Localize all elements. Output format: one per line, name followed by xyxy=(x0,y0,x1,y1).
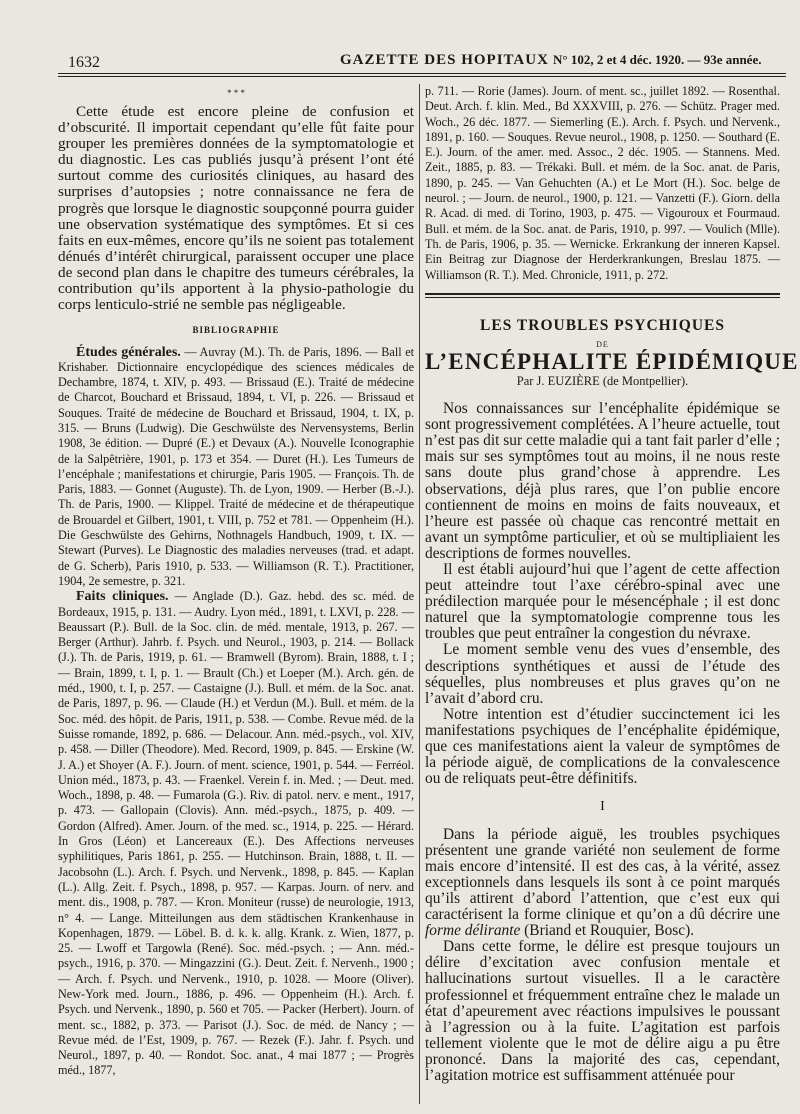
right-column xyxy=(425,84,799,1084)
article-paragraph-2: Il est établi aujourd’hui que l’agent de cette affection peut atteindre tout l’axe cérébro-spinal avec une prédilection marquée pour le mésencéphale ; il est donc naturel que la symptomatologie comprenne tous les troubles que peut entraîner la congestion du névraxe. xyxy=(425,560,780,643)
left-column xyxy=(58,84,414,1079)
section-stars: * * * xyxy=(227,88,245,98)
article-title-line-1: LES TROUBLES PSYCHIQUES xyxy=(480,316,725,334)
article-rule-2 xyxy=(425,297,780,298)
article-paragraph-6: Dans cette forme, le délire est presque toujours un délire d’excitation avec confusion mentale et hallucinations surtout visuelles. Il a le caractère professionnel et fréquemment entraîne chez le malade un état d’apeurement avec réactions impulsives le poussant à l’agression ou à la fuite. L’agitation est parfois tellement violente que le mot de délire aigu a pu être prononcé. Dans la majorité des cas, cependant, l’agitation motrice est suffisamment atténuée pour xyxy=(425,938,780,1084)
article-author: Par J. EUZIÈRE (de Montpellier). xyxy=(516,373,689,388)
header-rule xyxy=(58,73,786,74)
issue-info: N° 102, 2 et 4 déc. 1920. — 93e année. xyxy=(553,52,762,67)
paragraph-5-text-end: (Briand et Rouquier, Bosc). xyxy=(520,922,695,940)
article-title-line-2: L’ENCÉPHALITE ÉPIDÉMIQUE xyxy=(425,349,799,375)
header-rule-2 xyxy=(58,76,786,77)
bibliography-general xyxy=(58,345,414,590)
bibliography-label-cases: Faits cliniques. xyxy=(76,589,169,605)
article-paragraph-1: Nos connaissances sur l’encéphalite épidémique se sont progressivement complétées. A l’heure actuelle, tout n’est pas dit sur cette maladie qui a tant fait parler d’elle ; mais sur ses symptômes tout au moins, il ne nous reste sans doute plus grand’chose à apprendre. Les observations, déjà plus rares, que l’on publie encore contiennent de moins en moins de faits nouveaux, et l’heure est passée où chaque cas rencontré mettait en avant un symptôme particulier, et où se multipliaient les descriptions de formes nouvelles. xyxy=(425,400,780,562)
journal-title: GAZETTE DES HOPITAUX xyxy=(340,52,549,68)
bibliography-cases xyxy=(58,589,414,1079)
article-title-de: DE xyxy=(596,340,609,350)
paragraph-5-text: Dans la période aiguë, les troubles psychiques présentent une grande variété non seulement de forme mais encore d’intensité. Il est des cas, à la vérité, assez exceptionnels dans lesquels ils sont à ce point marqués qu’ils attirent d’abord l’attention, que c’est eux qui caractérisent la forme clinique et qu’on a dû décrire une xyxy=(425,825,780,924)
bibliography-label-general: Études générales. xyxy=(76,344,181,360)
article-paragraph-4: Notre intention est d’étudier succinctement ici les manifestations psychiques de l’encéphalite épidémique, que ces manifestations aient la valeur de symptômes de la période aiguë, de complications de la convalescence ou de reliquats peut-être définitifs. xyxy=(425,705,780,788)
bibliography-continued: p. 711. — Rorie (James). Journ. of ment. sc., juillet 1892. — Rosenthal. Deut. Arch. f. klin. Med., Bd XXXVIII, p. 276. — Schütz. Prager med. Woch., 26 déc. 1877. — Siemerling (E.). Arch. f. Psych. und Nervenk., 1891, p. 160. — Souques. Revue neurol., 1908, p. 1250. — Southard (E. E.). Journ. of the amer. med. Assoc., 2 déc. 1905. — Stannens. Med. Zeit., 1885, p. 83. — Trékaki. Bull. et mém. de la Soc. anat. de Paris, 1890, p. 245. — Van Gehuchten (A.) et Le Mort (H.). Soc. belge de neurol. ; — Journ. de neurol., 1900, p. 121. — Vanzetti (F.). Giorn. della R. Acad. di med. di Torino, 1903, p. 475. — Vigouroux et Fourmaud. Bull. et mém. de la Soc. anat. de Paris, 1910, p. 997. — Voulich (Mlle). Th. de Paris, 1906, p. 35. — Wernicke. Erkrankung der inneren Kapsel. Ein Beitrag zur Diagnose der Herderkrankungen, Breslau 1875. — Williamson (R. T.). Med. Chronicle, 1911, p. 272. xyxy=(425,84,780,282)
bibliography-cases-text: — Anglade (D.). Gaz. hebd. des sc. méd. de Bordeaux, 1915, p. 131. — Audry. Lyon méd., 1891, t. LXVI, p. 228. — Beaussart (P.). Bull. de la Soc. clin. de méd. mentale, 1913, p. 267. — Berger (Arthur). Jahrb. f. Psych. und Neurol., 1903, p. 214. — Bollack (J.). Th. de Paris, 1919, p. 61. — Bramwell (Byrom). Brain, 1888, t. I ; — Brain, 1899, t. I, p. 1. — Brault (Ch.) et Loeper (M.). Arch. gén. de méd., 1900, t. I, p. 257. — Castaigne (J.). Bull. et mém. de la Soc. anat. de Paris, 1897, p. 96. — Claude (H.) et Verdun (M.). Bull. et mém. de la Soc. méd. des hôpit. de Paris, 1911, p. 538. — Combe. Revue méd. de la Suisse romande, 1892, p. 686. — Delacour. Ann. méd.-psych., vol. XIV, p. 458. — Diller (Theodore). Med. Record, 1909, p. 845. — Erskine (W. J. A.) et Shoyer (A. F.). Journ. of ment. science, 1901, p. 544. — Ferréol. Union méd., 1873, p. 43. — Fraenkel. Verein f. in. Med. ; — Deut. med. Woch., 1898, p. 48. — Fumarola (G.). Riv. di patol. nerv. e ment., 1917, p. 473. — Gallopain (Clovis). Ann. méd.-psych., 1875, p. 409. — Gordon (Alfred). Amer. Journ. of the med. sc., 1914, p. 225. — Hérard. In Gros (Léon) et Lancereaux (E.). Des Affections nerveuses syphilitiques, Paris 1861, p. 255. — Hutchinson. Brain, 1888, t. II. — Jacobsohn (L.). Arch. f. Psych. und Nervenk., 1898, p. 845. — Kaplan (L.). Allg. Zeit. f. Psych., 1898, p. 957. — Karpas. Journ. of nerv. and ment. dis., 1908, p. 787. — Kron. Moniteur (russe) de neurologie, 1913, n° 4. — Lange. Mitteilungen aus dem städtischen Krankenhause in Kopenhagen, 1879. — Löbel. B. d. k. k. allg. Krank. z. Wien, 1877, p. 25. — Lwoff et Targowla (René). Soc. méd.-psych. ; — Ann. méd.-psych., 1916, p. 370. — Mingazzini (G.). Deut. Zeit. f. Nervenh., 1900 ; — Arch. f. Psych. und Nervenk., 1910, p. 1028. — Moore (Oliver). New-York med. Journ., 1886, p. 496. — Oppenheim (H.). Arch. f. Psych. und Nervenk., 1890, p. 560 et 705. — Packer (Herbert). Journ. of ment. sc., 1882, p. 373. — Parisot (J.). Soc. de méd. de Nancy ; — Revue méd. de l’Est, 1909, p. 767. — Rezek (F.). Jahr. f. Psych. und Neurol., 1897, p. 40. — Rondot. Soc. anat., 4 mai 1877 ; — Progrès méd., 1877, xyxy=(58,589,414,1078)
article-paragraph-5 xyxy=(425,827,780,940)
running-header xyxy=(0,46,800,70)
intro-paragraph: Cette étude est encore pleine de confusion et d’obscurité. Il importait cependant qu’elle fût faite pour grouper les premières données de la symptomatologie et du diagnostic. Les cas publiés jusqu’à présent l’ont été surtout comme des curiosités cliniques, au hasard des surprises d’autopsies ; notre connaissance ne fera de progrès que lorsque le diagnostic soupçonné pourra guider une observation systématique des symptômes. Et si ces faits en eux-mêmes, encore qu’ils ne soient pas totalement dénués d’intérêt chirurgical, paraissent occuper une place de second plan dans le chapitre des tumeurs cérébrales, la contribution qu’ils apportent à la physio-pathologie du corps lenticulo-strié ne semble pas négligeable. xyxy=(58,103,414,314)
article-rule xyxy=(425,293,780,295)
bibliography-heading: BIBLIOGRAPHIE xyxy=(192,325,280,336)
column-divider xyxy=(419,84,420,1104)
paragraph-5-emphasis: forme délirante xyxy=(425,922,521,940)
bibliography-general-text: — Auvray (M.). Th. de Paris, 1896. — Ball et Krishaber. Dictionnaire encyclopédique des sciences médicales de Dechambre, 1874, t. XIV, p. 493. — Brissaud (E.). Traité de médecine de Charcot, Bouchard et Brissaud, 1894, t. VI, p. 226. — Brissaud et Souques. Traité de médecine de Bouchard et Brissaud, 1904, t. IX, p. 315. — Bruns (Ludwig). Die Geschwülste des Nervensystems, Berlin 1908, 3e édition. — Dupré (E.) et Devaux (A.). Nouvelle Iconographie de la Salpêtrière, 1901, p. 173 et 354. — Duret (H.). Les Tumeurs de l’encéphale ; manifestations et chirurgie, Paris 1905. — François. Th. de Paris, 1883. — Gonnet (Auguste). Th. de Lyon, 1909. — Herber (B.-J.). Th. de Paris, 1900. — Klippel. Traité de médecine et de thérapeutique de Brouardel et Gilbert, 1901, t. VIII, p. 752 et 781. — Oppenheim (H.). Die Geschwülste des Gehirns, Nothnagels Handbuch, 1909, t. IX. — Stewart (Purves). Le Diagnostic des maladies nerveuses (trad. et adapt. de G. Scherb), Paris 1910, p. 533. — Williamson (R. T.). Practitioner, 1904, 2e semestre, p. 321. xyxy=(58,344,414,588)
section-numeral: I xyxy=(600,799,605,815)
page-number: 1632 xyxy=(68,54,100,71)
article-paragraph-3: Le moment semble venu des vues d’ensemble, des descriptions synthétiques et aussi de l’étude des séquelles, plus nombreuses et plus graves qu’on ne l’avait d’abord cru. xyxy=(425,641,780,707)
